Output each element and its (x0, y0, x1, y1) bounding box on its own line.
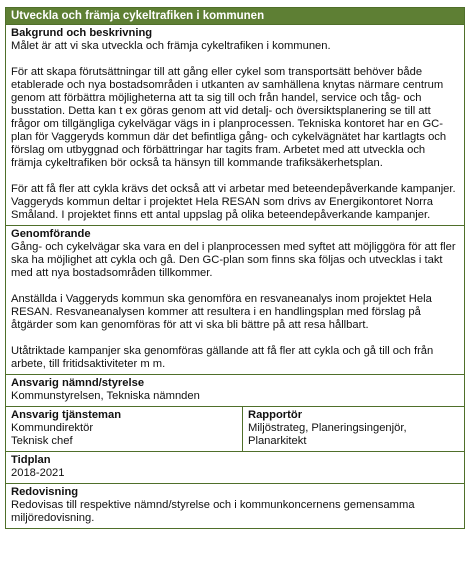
bakgrund-paragraph-1: Målet är att vi ska utveckla och främja cykeltrafiken i kommunen. (11, 40, 331, 52)
redovisning-heading: Redovisning (11, 486, 79, 498)
section-responsible-split (6, 406, 464, 451)
ansvarig-tjansteman-line-1: Kommundirektör (11, 422, 94, 434)
bakgrund-heading: Bakgrund och beskrivning (11, 27, 153, 39)
section-genomforande (6, 225, 464, 374)
redovisning-value: Redovisas till respektive nämnd/styrelse och i kommunkoncernens gemensamma miljöredovisning. (11, 499, 415, 524)
genomforande-paragraph-1: Gång- och cykelvägar ska vara en del i planprocessen med syftet att möjliggöra för att fler ska ha möjlighet att cykla och gå. Den GC-plan som finns ska följas och utvecklas i takt med att nya bostadsområden tillkommer. (11, 241, 456, 279)
rapportor-line-2: Planarkitekt (248, 435, 307, 447)
genomforande-paragraph-3: Utåtriktade kampanjer ska genomföras gällande att få fler att cykla och gå till och från arbete, till fritidsaktiviteter m m. (11, 345, 434, 370)
rapportor-line-1: Miljöstrateg, Planeringsingenjör, (248, 422, 407, 434)
section-tidplan (6, 451, 464, 483)
section-redovisning (6, 483, 464, 528)
section-rapportor (243, 407, 464, 451)
genomforande-paragraph-2: Anställda i Vaggeryds kommun ska genomföra en resvaneanalys inom projektet Hela RESAN. Resvaneanalysen kommer att resultera i en handlingsplan med förslag på åtgärder som kan genomföras för att vi ska bli bättre på att resa hållbart. (11, 293, 432, 331)
rapportor-heading: Rapportör (248, 409, 303, 421)
genomforande-heading: Genomförande (11, 228, 91, 240)
bakgrund-paragraph-3: För att få fler att cykla krävs det också att vi arbetar med beteendepåverkande kampanjer. Vaggeryds kommun deltar i projektet Hela RESAN som drivs av Energikontoret Norra Småland. I projektet finns ett antal uppslag på olika beteendepåverkande kampanjer. (11, 183, 456, 221)
tidplan-heading: Tidplan (11, 454, 51, 466)
tidplan-value: 2018-2021 (11, 467, 65, 479)
bakgrund-paragraph-2: För att skapa förutsättningar till att gång eller cykel som transportsätt behöver både etablerade och nya bostadsområden i utkanten av samhällena knytas närmare centrum genom att förbättra möjligheterna att ta sig till och från handel, service och tåg- och busstation. Detta kan t ex göras genom att vid detalj- och översiktsplanering se till att frågor om tillgängliga cykelvägar vägs in i planprocessen. Tekniska kontoret har en GC-plan för Vaggeryds kommun där det befintliga gång- och cykelvägnätet har kartlagts och förslag om utbyggnad och förbättringar har tagits fram. Arbetet med att utveckla och främja cykeltrafiken bör också ta hänsyn till kommande trafiksäkerhetsplan. (11, 66, 447, 169)
ansvarig-tjansteman-heading: Ansvarig tjänsteman (11, 409, 122, 421)
ansvarig-tjansteman-line-2: Teknisk chef (11, 435, 73, 447)
section-ansvarig-tjansteman (6, 407, 243, 451)
table-title: Utveckla och främja cykeltrafiken i kommunen (6, 8, 464, 24)
ansvarig-namnd-value: Kommunstyrelsen, Tekniska nämnden (11, 390, 200, 402)
section-ansvarig-namnd (6, 374, 464, 406)
action-table (5, 7, 465, 529)
ansvarig-namnd-heading: Ansvarig nämnd/styrelse (11, 377, 145, 389)
section-bakgrund (6, 24, 464, 225)
